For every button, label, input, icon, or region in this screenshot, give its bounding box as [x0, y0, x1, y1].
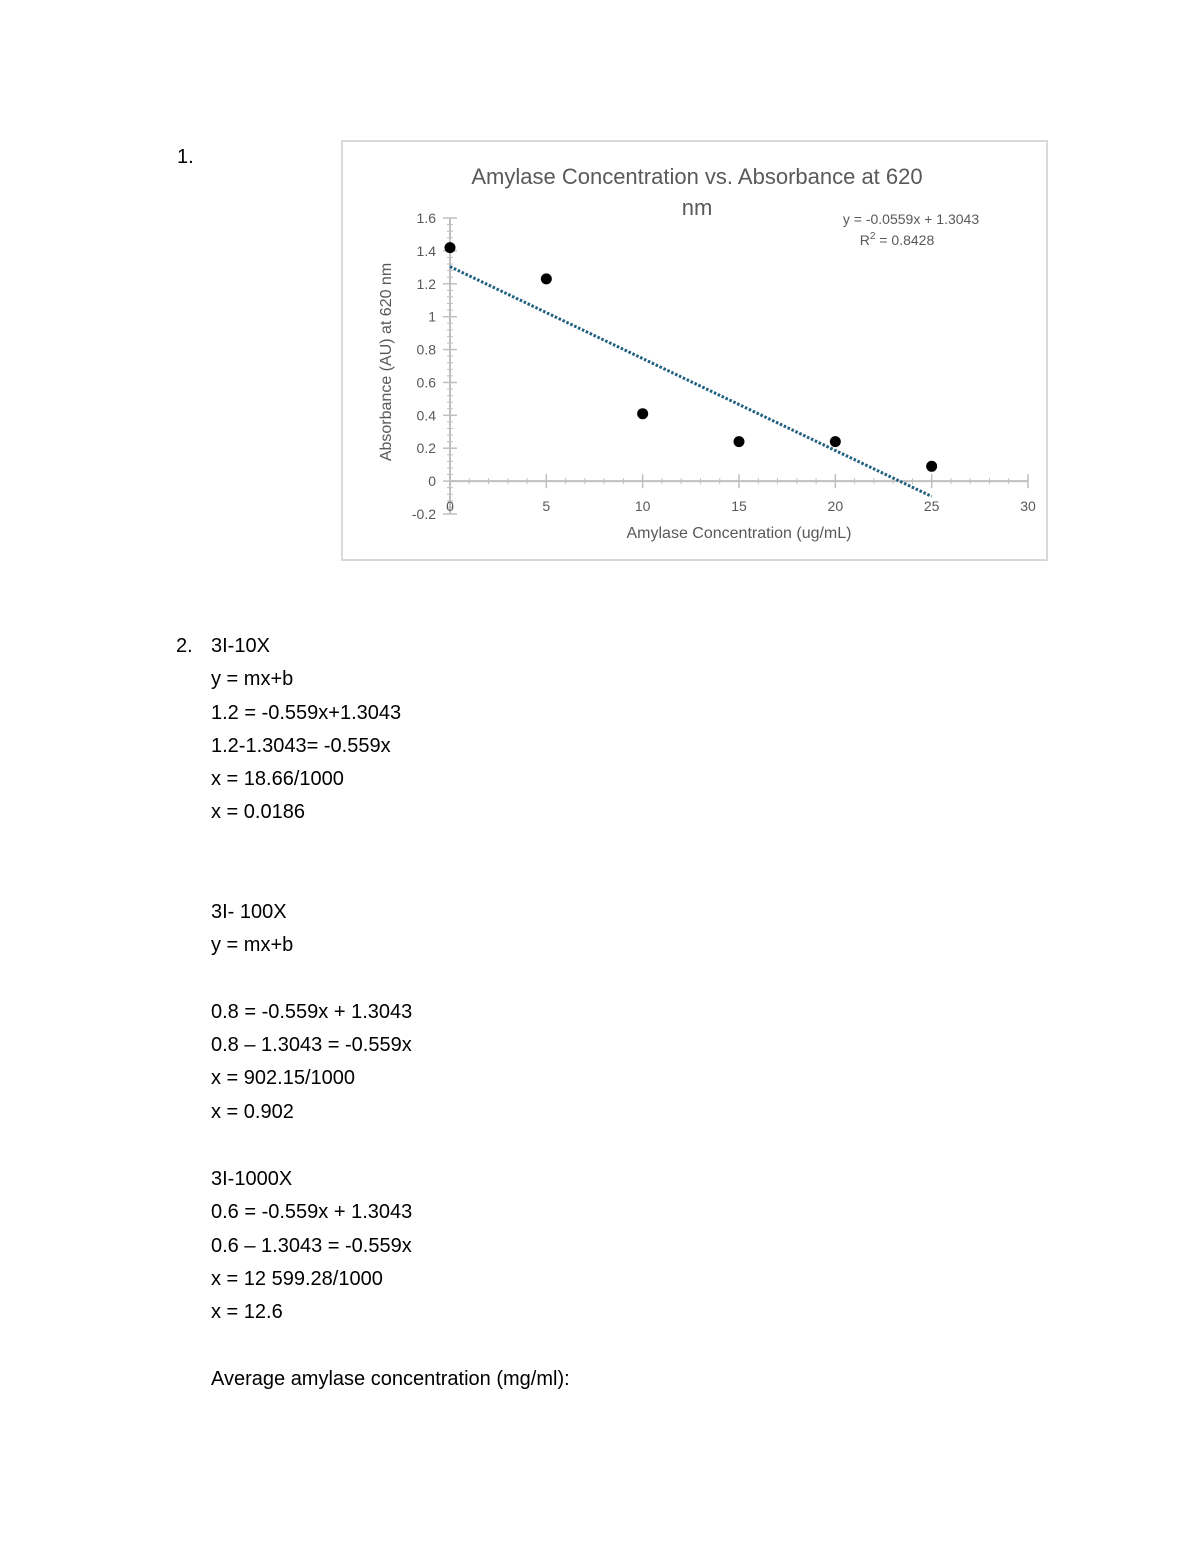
- calc-line: 1.2-1.3043= -0.559x: [211, 734, 391, 757]
- chart-frame: [341, 140, 1048, 561]
- calc-line: 0.6 = -0.559x + 1.3043: [211, 1201, 413, 1224]
- question-1-number: 1.: [177, 146, 194, 168]
- x-tick-label: 25: [923, 498, 940, 515]
- x-axis-title: Amylase Concentration (ug/mL): [626, 525, 852, 542]
- y-tick-label: 0: [428, 473, 436, 490]
- calc-line: x = 18.66/1000: [211, 768, 344, 791]
- scatter-chart: [343, 142, 1050, 563]
- calc-line: x = 12 599.28/1000: [211, 1267, 383, 1290]
- calc-line: x = 902.15/1000: [211, 1067, 356, 1090]
- trendline-equation: y = -0.0559x + 1.3043: [842, 211, 980, 227]
- data-point: [541, 273, 552, 284]
- r-squared-symbol: R: [859, 232, 870, 248]
- calc-line: x = 12.6: [211, 1301, 283, 1324]
- calc-line: 0.6 – 1.3043 = -0.559x: [211, 1234, 412, 1257]
- data-point: [926, 461, 937, 472]
- x-tick-label: 15: [731, 498, 747, 515]
- calc-line: x = 0.902: [211, 1100, 294, 1123]
- average-concentration-label: [211, 1363, 570, 1396]
- chart-title-line-1: Amylase Concentration vs. Absorbance at 620: [471, 164, 923, 189]
- calc-heading: 3I- 100X: [211, 901, 287, 923]
- chart-title-line-2: nm: [681, 195, 713, 220]
- calc-line: y = mx+b: [211, 668, 294, 691]
- r-squared-superscript: 2: [869, 231, 876, 242]
- calc-line: 0.8 – 1.3043 = -0.559x: [211, 1034, 412, 1057]
- calc-line: 1.2 = -0.559x+1.3043: [211, 701, 402, 724]
- data-point: [734, 436, 745, 447]
- average-label: Average amylase concentration (mg/ml):: [211, 1368, 570, 1390]
- calc-heading: 3I-1000X: [211, 1168, 293, 1190]
- x-tick-label: 5: [542, 498, 551, 515]
- data-point: [830, 436, 841, 447]
- y-axis-title: Absorbance (AU) at 620 nm: [378, 262, 395, 462]
- linear-trendline: [450, 267, 932, 497]
- calc-line: 0.8 = -0.559x + 1.3043: [211, 1000, 413, 1023]
- r-squared-value: = 0.8428: [875, 232, 935, 248]
- y-tick-label: 0.6: [416, 374, 436, 391]
- y-tick-label: 0.8: [416, 341, 436, 358]
- calc-line: [211, 963, 412, 996]
- question-2-number: 2.: [176, 635, 193, 657]
- trendline: [450, 267, 932, 497]
- x-tick-label: 30: [1020, 498, 1036, 515]
- y-tick-label: 1.6: [416, 210, 436, 226]
- y-tick-label: 0.4: [416, 407, 436, 424]
- data-point: [445, 242, 456, 253]
- data-point: [637, 408, 648, 419]
- calculation-block-100x: [211, 896, 412, 1129]
- data-points: [445, 242, 938, 472]
- y-tick-label: -0.2: [411, 506, 436, 522]
- calc-heading: 3I-10X: [211, 635, 270, 657]
- x-tick-label: 10: [634, 498, 651, 515]
- y-tick-label: 1.2: [416, 275, 436, 292]
- calculation-block-1000x: [211, 1163, 412, 1329]
- y-tick-label: 1.4: [416, 242, 436, 259]
- calc-line: x = 0.0186: [211, 801, 305, 824]
- calc-line: y = mx+b: [211, 934, 294, 957]
- r-squared-label: [860, 231, 935, 248]
- x-tick-label: 0: [446, 498, 454, 515]
- x-tick-label: 20: [827, 498, 844, 515]
- axes: [412, 210, 1036, 522]
- calculation-block-10x: [211, 630, 401, 830]
- y-tick-label: 1: [428, 308, 436, 325]
- y-tick-label: 0.2: [416, 440, 436, 457]
